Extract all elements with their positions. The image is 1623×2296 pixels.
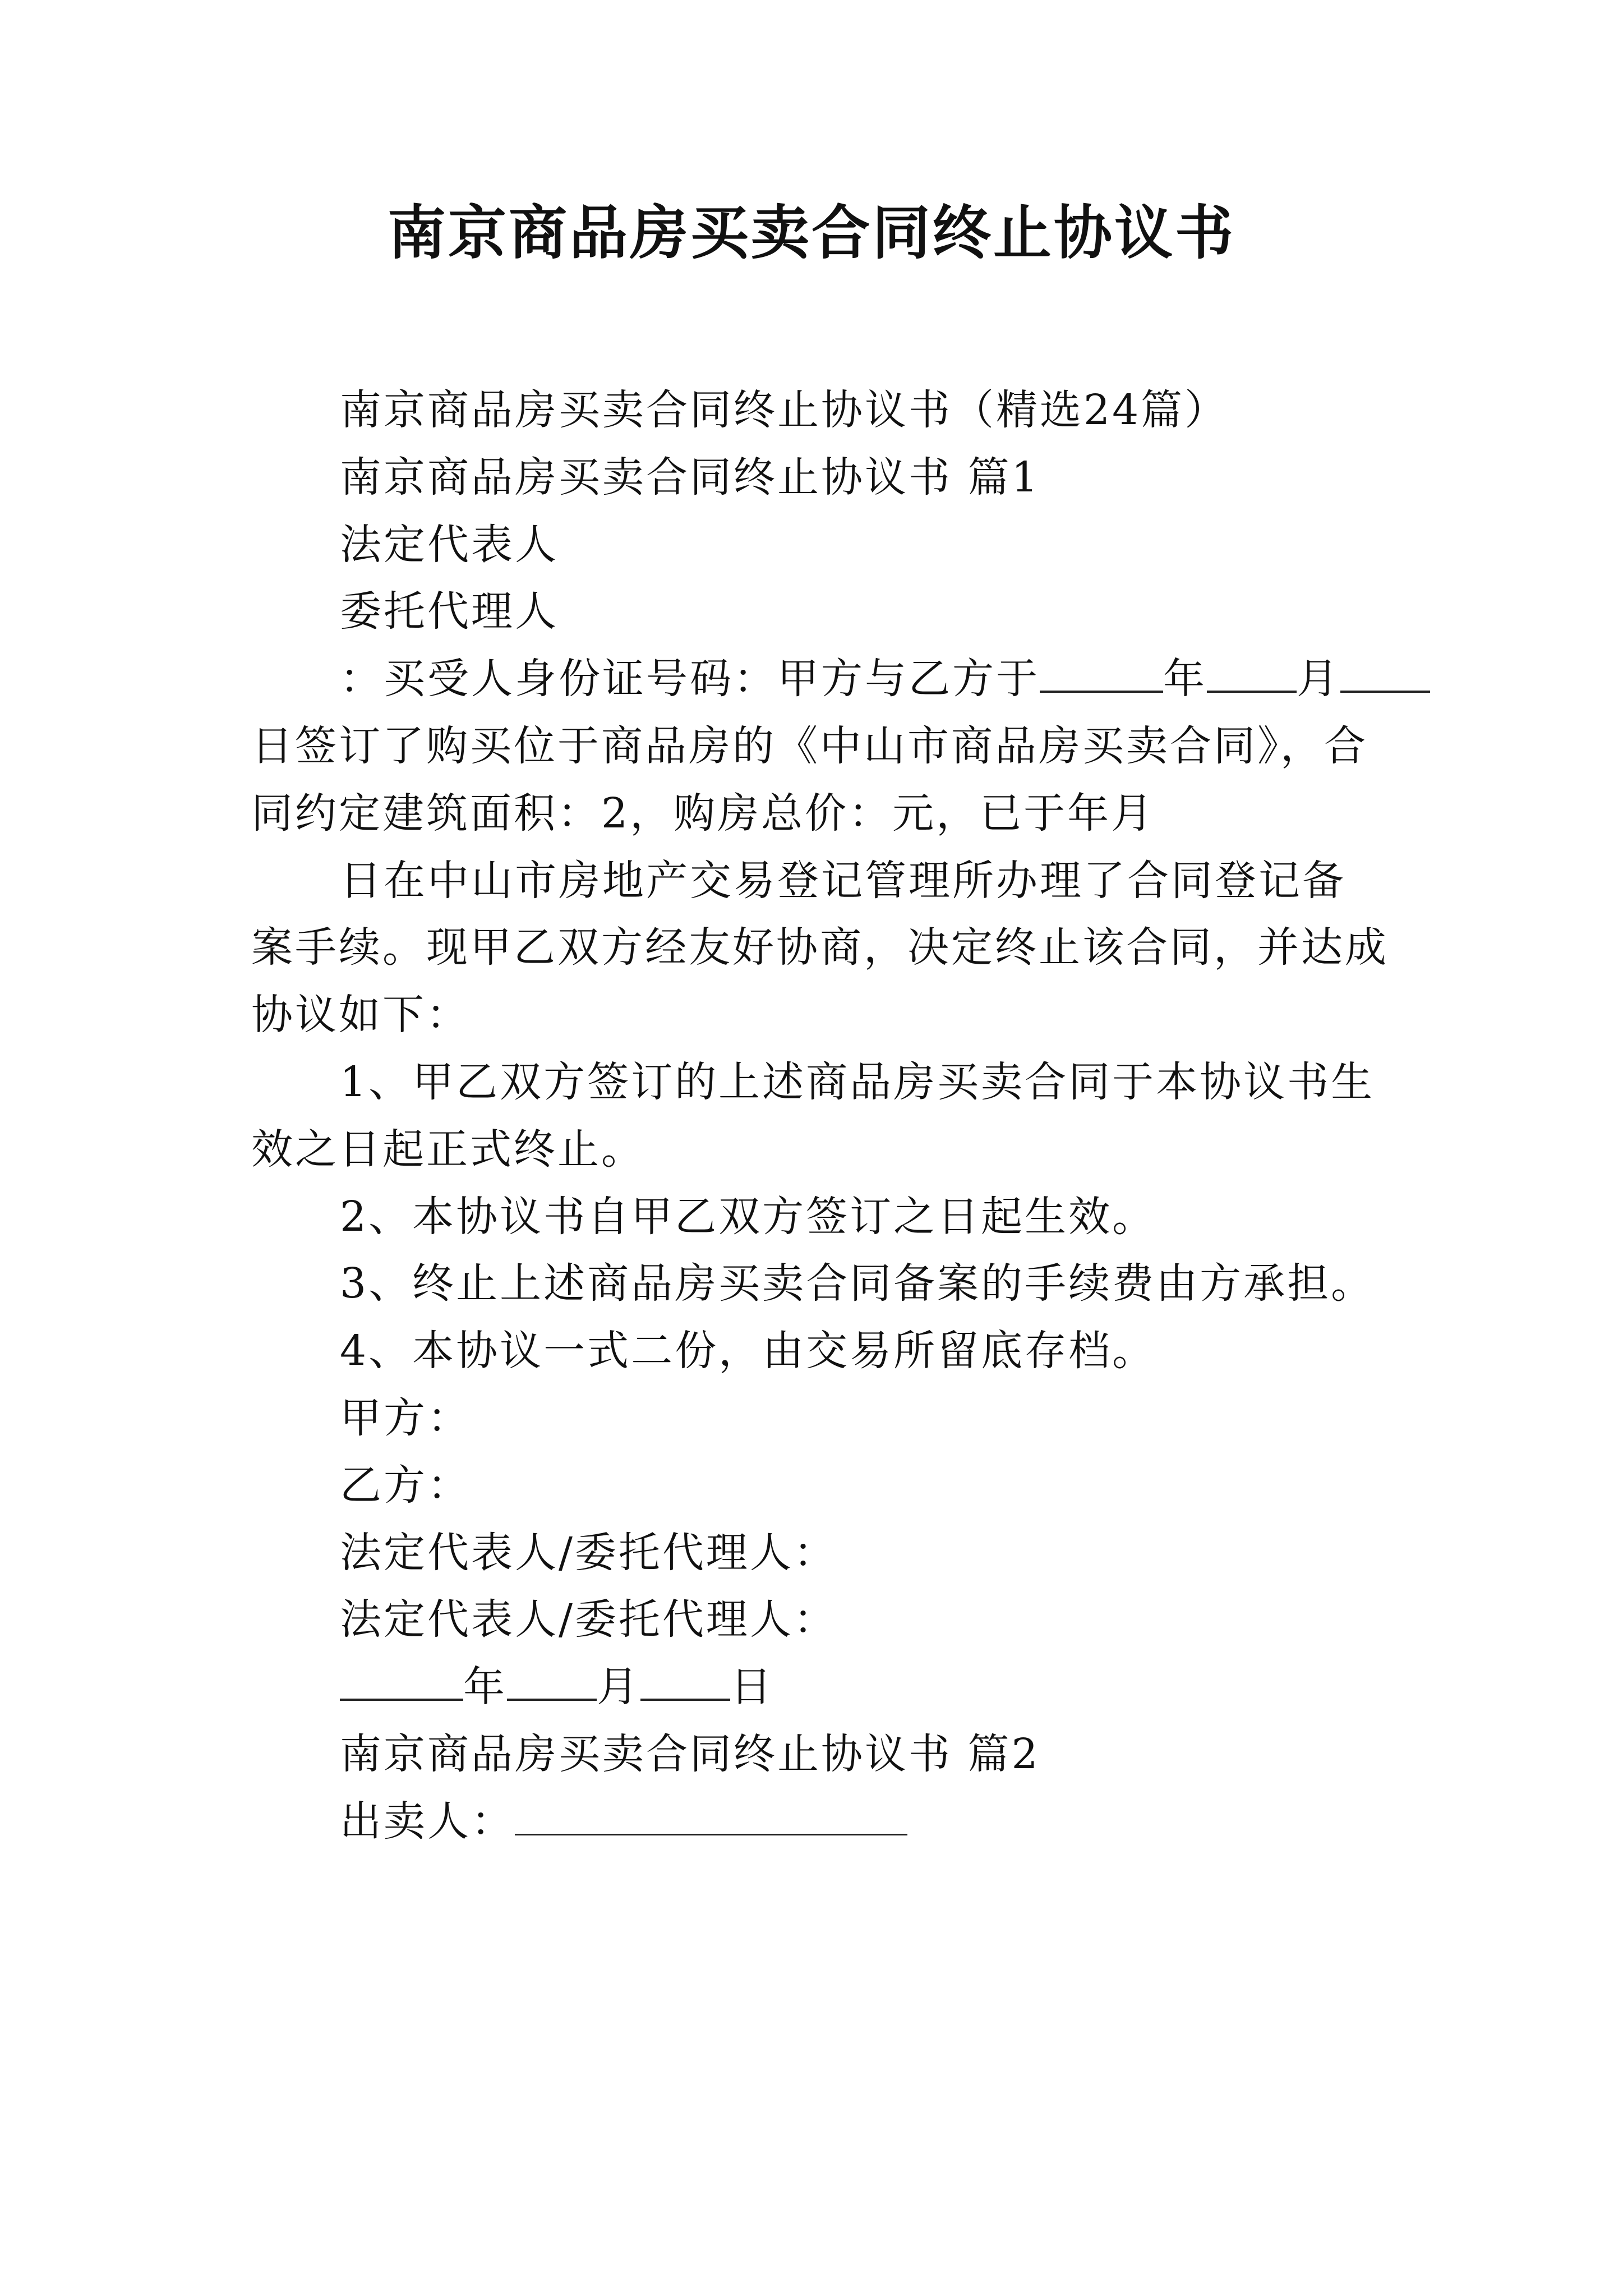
day-char-inline: 日 — [251, 721, 295, 770]
party-a-label: 甲方： — [340, 1393, 471, 1442]
signing-date-line — [251, 1654, 1384, 1721]
para2-line1: 日在中山市房地产交易登记管理所办理了合同登记备 — [340, 856, 1346, 905]
rep-agent-label-1: 法定代表人/委托代理人： — [340, 1528, 837, 1577]
sign-day-char: 日 — [730, 1663, 774, 1711]
year-char: 年 — [1163, 655, 1207, 703]
para2-line2: 案手续。现甲乙双方经友好协商，决定终止该合同，并达成 — [251, 923, 1389, 972]
section-heading-1: 南京商品房买卖合同终止协议书 篇1 — [340, 453, 1040, 501]
section-heading-2: 南京商品房买卖合同终止协议书 篇2 — [340, 1729, 1040, 1778]
item3: 3、终止上述商品房买卖合同备案的手续费由方承担。 — [340, 1259, 1375, 1308]
year-blank — [1040, 655, 1163, 693]
month-blank — [1207, 655, 1297, 693]
seller-blank — [515, 1798, 907, 1835]
buyer-id-line — [251, 646, 1384, 713]
sign-year-blank — [340, 1663, 463, 1701]
party-b-label: 乙方： — [340, 1461, 471, 1510]
sign-year-char: 年 — [463, 1663, 507, 1711]
day-blank — [1340, 655, 1430, 693]
buyer-id-text: ：买受人身份证号码：甲方与乙方于 — [340, 655, 1040, 703]
legal-representative-label: 法定代表人 — [340, 520, 559, 569]
document-title: 南京商品房买卖合同终止协议书 — [387, 198, 1235, 267]
item1-line1: 1、甲乙双方签订的上述商品房买卖合同于本协议书生 — [340, 1057, 1375, 1106]
seller-line — [251, 1788, 1384, 1856]
para1-line3: 同约定建筑面积：2，购房总价：元，已于年月 — [251, 789, 1155, 838]
sign-month-blank — [507, 1663, 597, 1701]
agent-label: 委托代理人 — [340, 587, 559, 636]
subtitle: 南京商品房买卖合同终止协议书（精选24篇） — [340, 386, 1229, 434]
para1-line2 — [251, 713, 1384, 780]
item2: 2、本协议书自甲乙双方签订之日起生效。 — [340, 1192, 1156, 1241]
item4: 4、本协议一式二份，由交易所留底存档。 — [340, 1327, 1156, 1375]
seller-label: 出卖人： — [340, 1797, 515, 1846]
document-body — [251, 377, 1389, 1856]
month-char: 月 — [1297, 655, 1340, 703]
rep-agent-label-2: 法定代表人/委托代理人： — [340, 1595, 837, 1644]
para1-line2-text: 签订了购买位于商品房的《中山市商品房买卖合同》，合 — [295, 721, 1368, 770]
item1-line2: 效之日起正式终止。 — [251, 1125, 645, 1174]
sign-day-blank — [640, 1663, 730, 1701]
para2-line3: 协议如下： — [251, 991, 470, 1039]
sign-month-char: 月 — [597, 1663, 640, 1711]
